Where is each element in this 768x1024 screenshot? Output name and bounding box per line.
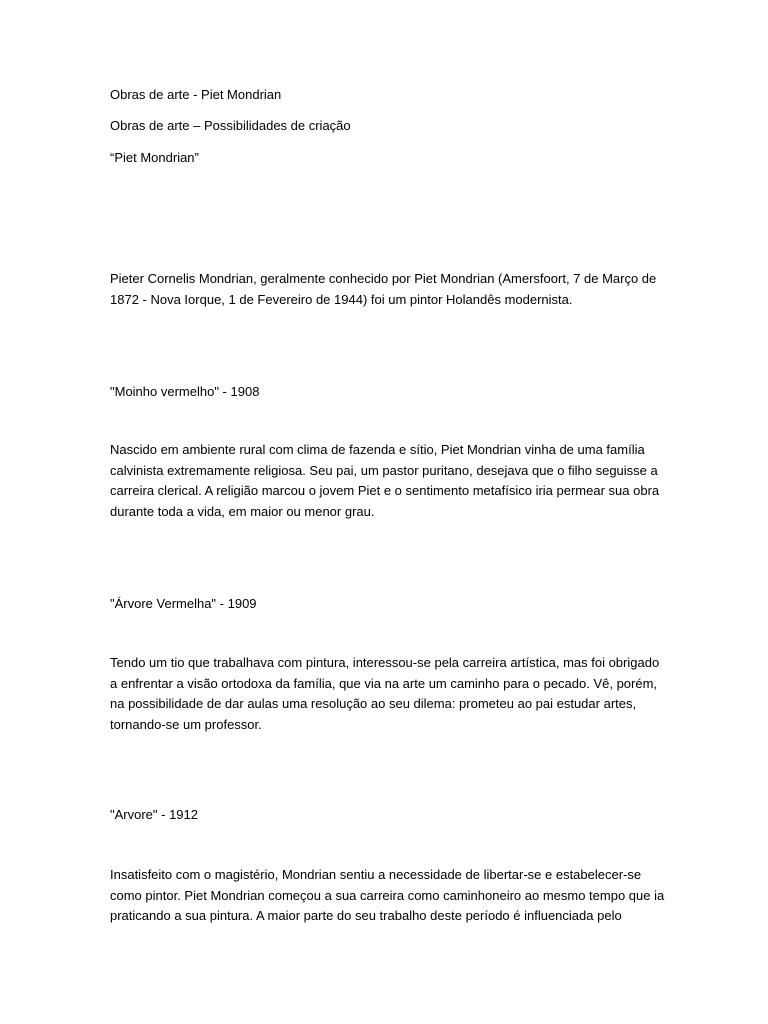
paragraph-tio: Tendo um tio que trabalhava com pintura, interessou-se pela carreira artística, mas foi obrigado a enfrentar a visão ortodoxa da família, que via na arte um caminho para o pecado. Vê, porém, na possibilidade de dar aulas uma resolução ao seu dilema: prometeu ao pai estudar artes, tornando-se um professor. <box>110 655 660 732</box>
document-quote-title: “Piet Mondrian” <box>110 150 199 165</box>
document-title: Obras de arte - Piet Mondrian <box>110 87 282 102</box>
caption-arvore: "Arvore" - 1912 <box>110 807 198 822</box>
caption-arvore-vermelha: "Árvore Vermelha" - 1909 <box>110 596 257 611</box>
paragraph-nascido: Nascido em ambiente rural com clima de fazenda e sítio, Piet Mondrian vinha de uma família calvinista extremamente religiosa. Seu pai, um pastor puritano, desejava que o filho seguisse a carreira clerical. A religião marcou o jovem Piet e o sentimento metafísico iria permear sua obra durante toda a vida, em maior ou menor grau. <box>110 442 660 519</box>
paragraph-intro: Pieter Cornelis Mondrian, geralmente conhecido por Piet Mondrian (Amersfoort, 7 de Março de 1872 - Nova Iorque, 1 de Fevereiro de 1944) foi um pintor Holandês modernista. <box>110 271 657 307</box>
caption-moinho-vermelho: "Moinho vermelho" - 1908 <box>110 384 260 399</box>
paragraph-insatisfeito: Insatisfeito com o magistério, Mondrian sentiu a necessidade de libertar-se e estabelecer-se como pintor. Piet Mondrian começou a sua carreira como caminhoneiro ao mesmo tempo que ia praticando a sua pintura. A maior parte do seu trabalho deste período é influenciada pelo <box>110 867 665 923</box>
document-subtitle: Obras de arte – Possibilidades de criação <box>110 118 351 133</box>
